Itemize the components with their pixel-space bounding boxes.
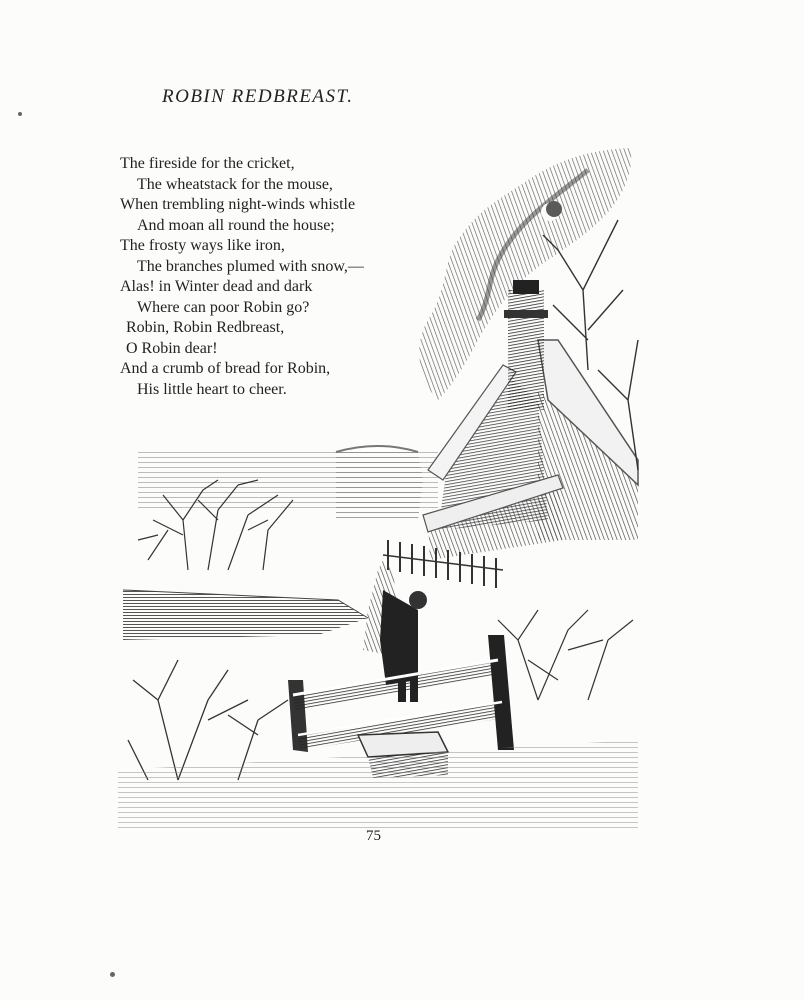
page-number: 75 — [366, 828, 381, 844]
poem-line: Alas! in Winter dead and dark — [120, 278, 313, 295]
poem-line: O Robin dear! — [126, 339, 218, 357]
poem-line: The branches plumed with snow,— — [137, 257, 364, 275]
poem-line: His little heart to cheer. — [137, 380, 287, 398]
poem-line: Where can poor Robin go? — [137, 298, 310, 316]
poem-line: Robin, Robin Redbreast, — [126, 319, 285, 336]
poem-line: And a crumb of bread for Robin, — [120, 360, 331, 377]
poem-line: The frosty ways like iron, — [120, 237, 285, 254]
running-head: ROBIN REDBREAST. — [162, 86, 354, 107]
poem-line: The fireside for the cricket, — [120, 155, 295, 172]
paper-speck — [110, 972, 115, 977]
winter-cottage-engraving — [118, 140, 646, 830]
paper-speck — [18, 112, 22, 116]
poem-line: When trembling night-winds whistle — [120, 196, 356, 213]
poem-line: The wheatstack for the mouse, — [137, 175, 333, 193]
poem-line: And moan all round the house; — [137, 216, 335, 234]
